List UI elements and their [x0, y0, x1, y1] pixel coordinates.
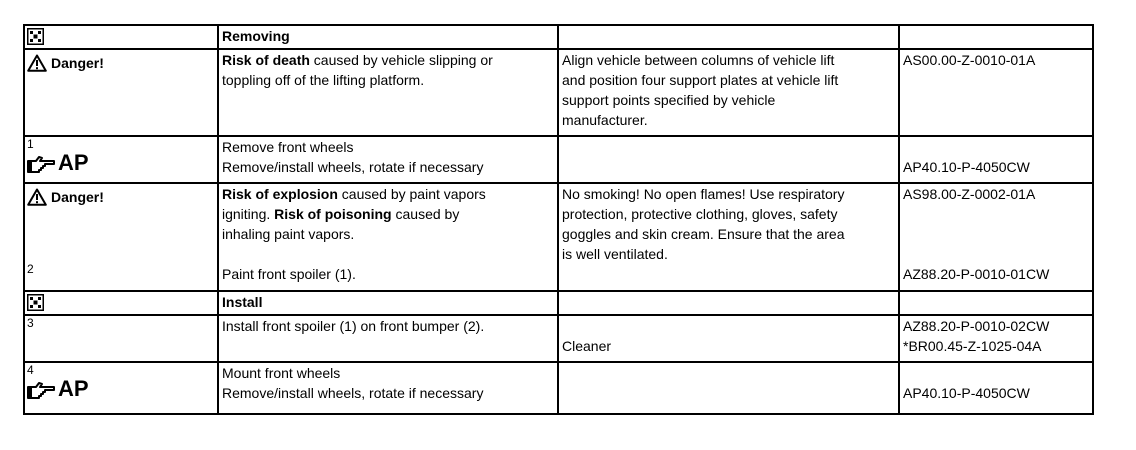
ap-label: AP: [58, 150, 89, 175]
procedure-symbol-icon: [27, 294, 44, 311]
instruction-line: Mount front wheels: [222, 365, 341, 381]
reference-cell: [899, 49, 1093, 136]
danger-label: Danger!: [51, 55, 104, 71]
warning-triangle-icon: [27, 54, 47, 72]
instruction-line: Remove front wheels: [222, 139, 354, 155]
instruction-line: Risk of explosion caused by paint vapors: [222, 186, 486, 202]
empty-cell: [899, 291, 1093, 315]
symbol-cell: [24, 136, 218, 183]
danger-badge: [27, 53, 215, 73]
reference-link[interactable]: AP40.10-P-4050CW: [903, 159, 1030, 175]
note-line: goggles and skin cream. Ensure that the area: [562, 226, 845, 242]
empty-cell: [558, 291, 899, 315]
symbol-cell: [24, 49, 218, 136]
symbol-cell: [24, 183, 218, 291]
note-cell: [558, 315, 899, 362]
step-number: 4: [27, 363, 34, 377]
instruction-line: inhaling paint vapors.: [222, 226, 355, 242]
note-line: Align vehicle between columns of vehicle lift: [562, 52, 835, 68]
section-title: Removing: [222, 28, 290, 44]
empty-cell: [899, 25, 1093, 49]
risk-heading: Risk of death: [222, 52, 310, 68]
reference-cell: [899, 362, 1093, 414]
note-line: manufacturer.: [562, 112, 648, 128]
reference-link[interactable]: AP40.10-P-4050CW: [903, 385, 1030, 401]
reference-link[interactable]: AZ88.20-P-0010-01CW: [903, 266, 1050, 282]
note-cell: [558, 183, 899, 291]
reference-cell: [899, 183, 1093, 291]
reference-link[interactable]: *BR00.45-Z-1025-04A: [903, 338, 1042, 354]
symbol-cell: [24, 315, 218, 362]
instruction-cell: [218, 136, 558, 183]
section-title-cell: [218, 291, 558, 315]
instruction-cell: [218, 315, 558, 362]
warning-triangle-icon: [27, 188, 47, 206]
danger-label: Danger!: [51, 189, 104, 205]
instruction-line: igniting. Risk of poisoning caused by: [222, 206, 460, 222]
reference-link[interactable]: AS00.00-Z-0010-01A: [903, 52, 1036, 68]
symbol-cell: [24, 291, 218, 315]
note-line: No smoking! No open flames! Use respiratory: [562, 186, 845, 202]
reference-cell: [899, 136, 1093, 183]
table-row: [24, 315, 1093, 362]
note-line: is well ventilated.: [562, 246, 668, 262]
section-title-cell: [218, 25, 558, 49]
procedure-table: [23, 24, 1094, 415]
step-number: 3: [27, 316, 34, 330]
ap-label: AP: [58, 376, 89, 401]
danger-badge: [27, 187, 215, 207]
instruction-line: Remove/install wheels, rotate if necessary: [222, 385, 484, 401]
pointing-hand-icon: [27, 380, 55, 400]
empty-cell: [558, 136, 899, 183]
table-row: [24, 25, 1093, 49]
note-line: support points specified by vehicle: [562, 92, 776, 108]
instruction-line: Paint front spoiler (1).: [222, 266, 356, 282]
note-cell: [558, 49, 899, 136]
risk-heading: Risk of poisoning: [274, 206, 392, 222]
ap-reference-badge: [27, 152, 215, 174]
symbol-cell: [24, 362, 218, 414]
step-number: 2: [27, 262, 34, 276]
risk-heading: Risk of explosion: [222, 186, 338, 202]
symbol-cell: [24, 25, 218, 49]
reference-cell: [899, 315, 1093, 362]
instruction-line: [222, 50, 554, 70]
instruction-line: Remove/install wheels, rotate if necessary: [222, 159, 484, 175]
note-line: protection, protective clothing, gloves, safety: [562, 206, 838, 222]
pointing-hand-icon: [27, 154, 55, 174]
instruction-cell: [218, 183, 558, 291]
ap-reference-badge: [27, 378, 215, 400]
risk-text: caused by vehicle slipping or: [309, 52, 493, 68]
procedure-symbol-icon: [27, 28, 44, 45]
table-row: [24, 49, 1093, 136]
instruction-line: Install front spoiler (1) on front bumper (2).: [222, 318, 485, 334]
step-number: 1: [27, 137, 34, 151]
reference-link[interactable]: AS98.00-Z-0002-01A: [903, 186, 1036, 202]
table-row: [24, 136, 1093, 183]
instruction-line: toppling off of the lifting platform.: [222, 72, 425, 88]
section-title: Install: [222, 294, 263, 310]
empty-cell: [558, 25, 899, 49]
empty-cell: [558, 362, 899, 414]
table-row: [24, 362, 1093, 414]
reference-link[interactable]: AZ88.20-P-0010-02CW: [903, 318, 1050, 334]
instruction-cell: [218, 49, 558, 136]
table-row: [24, 183, 1093, 291]
note-line: and position four support plates at vehicle lift: [562, 72, 839, 88]
note-line: Cleaner: [562, 338, 612, 354]
table-row: [24, 291, 1093, 315]
instruction-cell: [218, 362, 558, 414]
